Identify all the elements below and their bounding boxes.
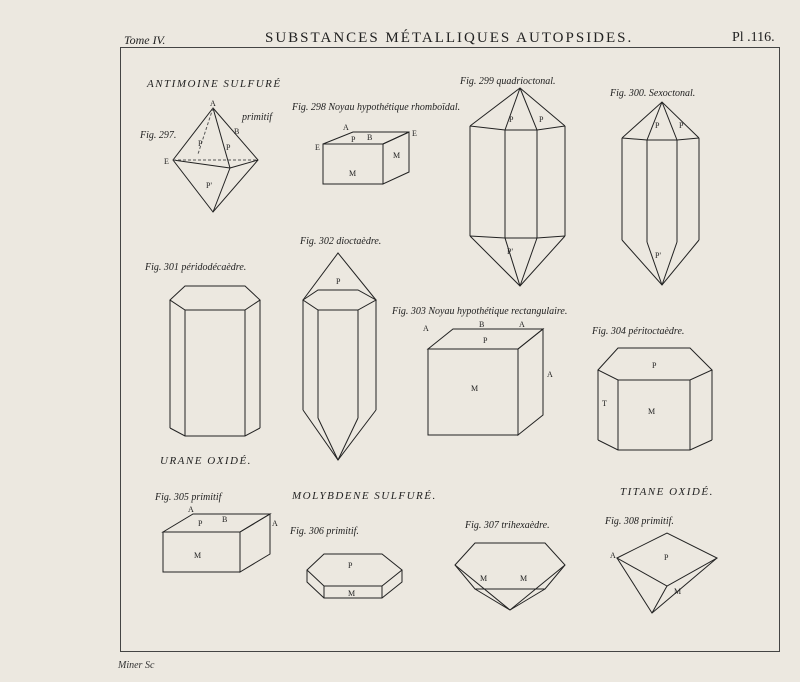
svg-text:T: T xyxy=(602,399,607,408)
fig-297-label: Fig. 297. xyxy=(140,130,177,141)
crystal-fig-300 xyxy=(617,100,707,300)
crystal-fig-302 xyxy=(298,250,388,465)
section-antimoine: ANTIMOINE SULFURÉ xyxy=(147,78,282,90)
tome-label: Tome IV. xyxy=(124,33,166,47)
svg-text:B: B xyxy=(222,515,228,524)
engraver-signature: Miner Sc xyxy=(118,660,155,671)
svg-text:B: B xyxy=(367,133,373,142)
svg-text:A: A xyxy=(272,519,278,528)
svg-text:P: P xyxy=(679,121,684,130)
crystal-fig-304 xyxy=(590,340,720,455)
svg-text:B: B xyxy=(234,127,240,136)
svg-text:P: P xyxy=(539,115,544,124)
svg-text:M: M xyxy=(348,589,356,598)
svg-text:M: M xyxy=(194,551,202,560)
svg-text:P: P xyxy=(348,561,353,570)
svg-text:M: M xyxy=(471,384,479,393)
fig-304-label: Fig. 304 péritoctaèdre. xyxy=(592,326,685,337)
svg-text:M: M xyxy=(520,574,528,583)
fig-301-label: Fig. 301 péridodécaèdre. xyxy=(145,262,247,273)
svg-text:A: A xyxy=(343,123,349,132)
svg-text:P': P' xyxy=(655,251,661,260)
svg-text:P: P xyxy=(483,336,488,345)
svg-text:M: M xyxy=(480,574,488,583)
crystal-fig-308 xyxy=(612,528,722,628)
fig-305-label: Fig. 305 primitif xyxy=(155,492,222,503)
svg-text:A: A xyxy=(188,505,194,514)
svg-text:M: M xyxy=(674,587,682,596)
svg-text:P: P xyxy=(655,121,660,130)
svg-text:E: E xyxy=(412,129,417,138)
svg-text:A: A xyxy=(547,370,553,379)
svg-text:P: P xyxy=(336,277,341,286)
svg-text:A: A xyxy=(610,551,616,560)
fig-306-label: Fig. 306 primitif. xyxy=(290,526,359,537)
section-molybdene: MOLYBDENE SULFURÉ. xyxy=(292,490,437,502)
svg-text:M: M xyxy=(349,169,357,178)
section-titane: TITANE OXIDÉ. xyxy=(620,486,714,498)
fig-307-label: Fig. 307 trihexaèdre. xyxy=(465,520,550,531)
crystal-fig-297 xyxy=(164,99,278,220)
svg-text:E: E xyxy=(164,157,169,166)
svg-text:A: A xyxy=(519,320,525,329)
svg-text:P: P xyxy=(198,519,203,528)
fig-300-label: Fig. 300. Sexoctonal. xyxy=(610,88,696,99)
crystal-fig-298 xyxy=(313,123,423,196)
svg-text:P: P xyxy=(664,553,669,562)
svg-text:A: A xyxy=(423,324,429,333)
crystal-fig-299 xyxy=(465,86,575,296)
crystal-fig-301 xyxy=(165,280,265,440)
svg-text:P': P' xyxy=(507,247,513,256)
svg-text:M: M xyxy=(648,407,656,416)
svg-text:B: B xyxy=(479,320,485,329)
crystal-fig-303 xyxy=(423,320,563,440)
svg-text:P: P xyxy=(198,139,203,148)
fig-298-label: Fig. 298 Noyau hypothétique rhomboïdal. xyxy=(292,102,461,113)
svg-text:M: M xyxy=(393,151,401,160)
primitif-label: primitif xyxy=(242,112,273,123)
section-urane: URANE OXIDÉ. xyxy=(160,455,252,467)
plate-title: SUBSTANCES MÉTALLIQUES AUTOPSIDES. xyxy=(265,30,634,46)
svg-text:P: P xyxy=(226,143,231,152)
svg-text:P: P xyxy=(652,361,657,370)
crystal-fig-306 xyxy=(302,548,412,603)
svg-text:A: A xyxy=(210,99,216,108)
fig-302-label: Fig. 302 dioctaèdre. xyxy=(300,236,382,247)
svg-text:P: P xyxy=(509,115,514,124)
crystal-fig-307 xyxy=(450,535,570,615)
svg-text:E: E xyxy=(315,143,320,152)
plate-number: Pl .116. xyxy=(732,30,775,45)
fig-308-label: Fig. 308 primitif. xyxy=(605,516,674,527)
crystal-fig-305 xyxy=(158,505,278,580)
fig-303-label: Fig. 303 Noyau hypothétique rectangulaire. xyxy=(392,306,568,317)
svg-text:P': P' xyxy=(206,181,212,190)
svg-text:P: P xyxy=(351,135,356,144)
fig-299-label: Fig. 299 quadrioctonal. xyxy=(460,76,556,87)
